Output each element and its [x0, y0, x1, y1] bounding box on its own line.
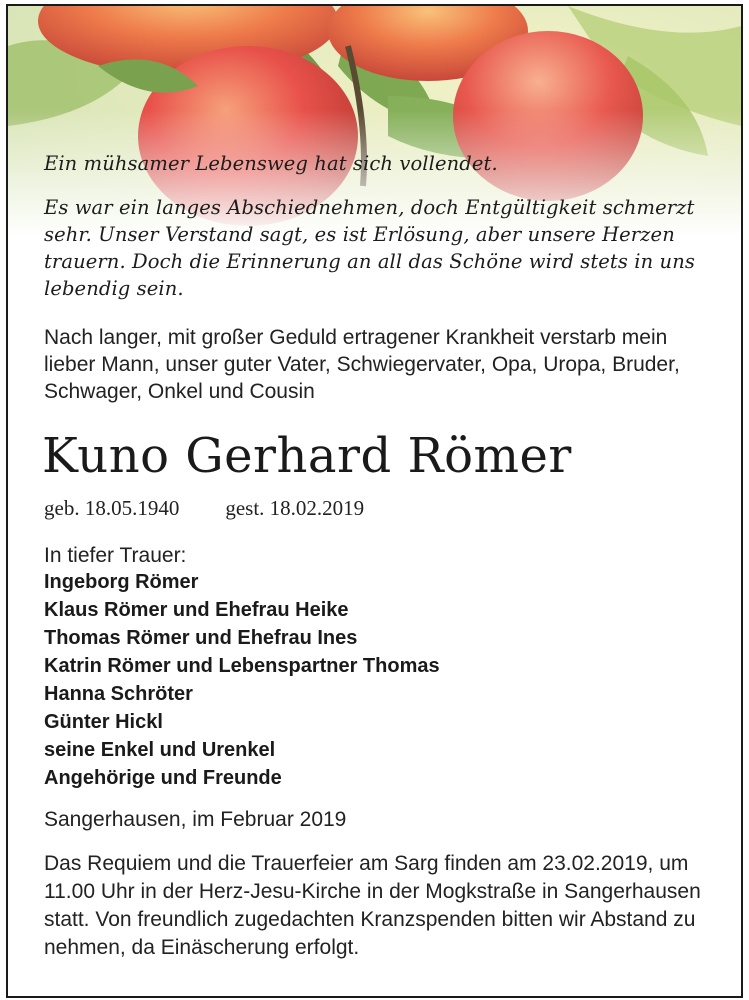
mourner-name: Ingeborg Römer	[44, 571, 199, 593]
mourner-name: Katrin Römer und Lebenspartner Thomas	[44, 655, 440, 677]
obituary-frame	[6, 4, 743, 998]
quote-paragraph: Es war ein langes Abschiednehmen, doch Entgültigkeit schmerzt sehr. Unser Verstand sagt, es ist Erlösung, aber unsere Herzen trauern. Doch die Erinnerung an all das Schöne wird stets in uns lebendig sein.	[44, 196, 695, 300]
intro-text: Nach langer, mit großer Geduld ertragener Krankheit verstarb mein lieber Mann, unser guter Vater, Schwiegervater, Opa, Uropa, Bruder, Schwager, Onkel und Cousin	[44, 326, 680, 403]
mourner-name: Klaus Römer und Ehefrau Heike	[44, 599, 349, 621]
mourner-name: Thomas Römer und Ehefrau Ines	[44, 627, 358, 649]
mourning-label: In tiefer Trauer:	[44, 544, 187, 567]
obituary-content	[8, 6, 741, 996]
mourner-name: Hanna Schröter	[44, 683, 193, 705]
quote-line-1: Ein mühsamer Lebensweg hat sich vollendet.	[44, 152, 498, 175]
death-date: gest. 18.02.2019	[225, 496, 365, 520]
mourners-list	[44, 568, 440, 792]
mourner-name: Günter Hickl	[44, 711, 163, 733]
mourner-name: Angehörige und Freunde	[44, 767, 282, 789]
deceased-name: Kuno Gerhard Römer	[42, 428, 572, 484]
mourner-name: seine Enkel und Urenkel	[44, 739, 276, 761]
ceremony-details: Das Requiem und die Trauerfeier am Sarg finden am 23.02.2019, um 11.00 Uhr in der Herz-Jesu-Kirche in der Mogkstraße in Sangerhausen statt. Von freundlich zugedachten Kranzspenden bitten wir Abstand zu nehmen, da Einäscherung erfolgt.	[44, 852, 701, 959]
place-date: Sangerhausen, im Februar 2019	[44, 808, 347, 831]
life-dates	[44, 494, 364, 522]
birth-date: geb. 18.05.1940	[44, 496, 180, 520]
